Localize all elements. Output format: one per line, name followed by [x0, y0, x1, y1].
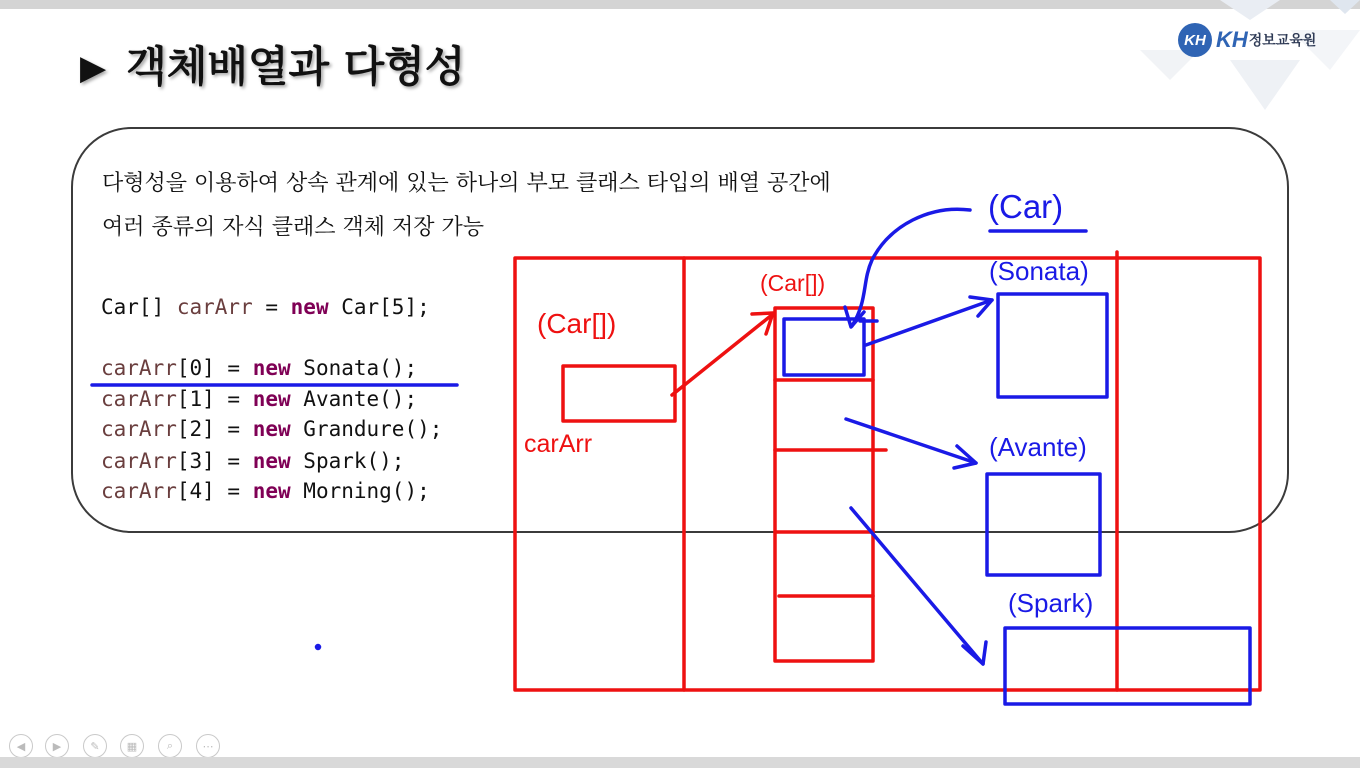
slide-title-text: 객체배열과 다형성	[126, 42, 466, 91]
spark-label: (Spark)	[1008, 588, 1094, 618]
stray-dot	[317, 646, 320, 649]
code-line-1: Car[] carArr = new Car[5];	[101, 295, 430, 319]
next-slide-icon[interactable]: ▶	[45, 734, 69, 758]
code-line-4: carArr[2] = new Grandure();	[101, 417, 443, 441]
code-line-6: carArr[4] = new Morning();	[101, 479, 430, 503]
kh-logo-mark: KH	[1178, 23, 1212, 57]
spark-object-box	[1005, 628, 1250, 704]
spark-arrowhead	[963, 642, 986, 664]
slides-grid-icon[interactable]: ▦	[120, 734, 144, 758]
kh-logo	[1178, 20, 1338, 60]
kh-logo-name: 정보교육원	[1248, 33, 1317, 49]
pen-tool-icon[interactable]: ✎	[83, 734, 107, 758]
code-line-5: carArr[3] = new Spark();	[101, 449, 405, 473]
bottom-bar	[0, 757, 1360, 768]
avante-label: (Avante)	[989, 432, 1087, 462]
decorative-triangles	[1140, 0, 1360, 120]
heap-array-type-label: (Car[])	[760, 270, 826, 296]
description-line-2: 여러 종류의 자식 클래스 객체 저장 가능	[102, 215, 484, 240]
kh-logo-brand: KH	[1216, 27, 1248, 52]
code-line-3: carArr[1] = new Avante();	[101, 387, 418, 411]
carArr-label: carArr	[524, 430, 593, 458]
zoom-icon[interactable]: ⌕	[158, 734, 182, 758]
more-options-icon[interactable]: ⋯	[196, 734, 220, 758]
parent-type-label: (Car)	[988, 188, 1064, 225]
previous-slide-icon[interactable]: ◀	[9, 734, 33, 758]
slide-title	[80, 34, 465, 94]
code-line-2: carArr[0] = new Sonata();	[101, 356, 418, 380]
description-line-1: 다형성을 이용하여 상속 관계에 있는 하나의 부모 클래스 타입의 배열 공간에	[102, 171, 831, 196]
sonata-label: (Sonata)	[989, 256, 1089, 286]
stack-type-label: (Car[])	[537, 308, 617, 339]
title-marker-icon: ▶	[80, 48, 107, 88]
